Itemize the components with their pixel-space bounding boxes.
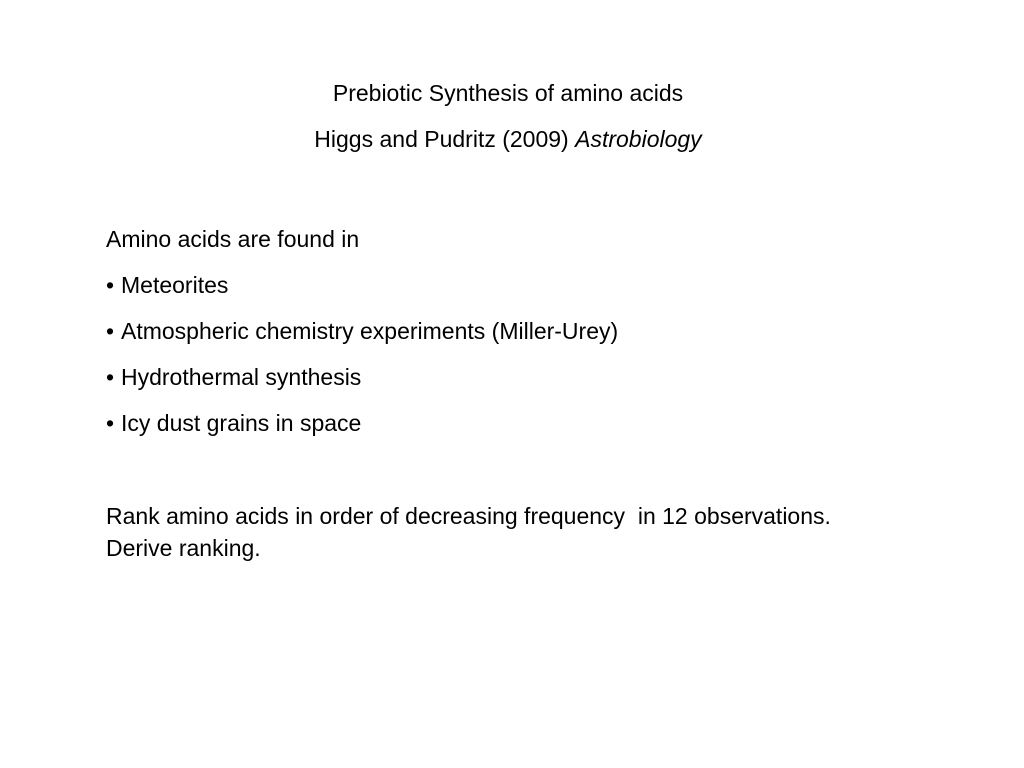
bullet-icon: • (106, 410, 115, 436)
title-block (0, 78, 1016, 154)
list-item (106, 270, 986, 300)
citation-journal: Astrobiology (575, 126, 702, 152)
task-block (106, 500, 986, 564)
task-text-line-2: Derive ranking. (106, 535, 261, 561)
list-item (106, 362, 986, 392)
list-item-text: Meteorites (121, 272, 229, 298)
citation-authors: Higgs and Pudritz (2009) (314, 126, 569, 152)
list-item (106, 408, 986, 438)
list-item-text: Icy dust grains in space (121, 410, 362, 436)
bullet-icon: • (106, 318, 115, 344)
bullet-icon: • (106, 272, 115, 298)
list-item-text: Atmospheric chemistry experiments (Miller-Urey) (121, 318, 619, 344)
slide-title: Prebiotic Synthesis of amino acids (332, 80, 684, 106)
list-item (106, 316, 986, 346)
list-item-text: Hydrothermal synthesis (121, 364, 362, 390)
bullet-icon: • (106, 364, 115, 390)
intro-text: Amino acids are found in (106, 226, 360, 252)
task-text-line-1: Rank amino acids in order of decreasing frequency in 12 observations. (106, 503, 831, 529)
bullet-list (106, 270, 986, 438)
citation (0, 124, 1016, 154)
body-block (106, 224, 986, 454)
